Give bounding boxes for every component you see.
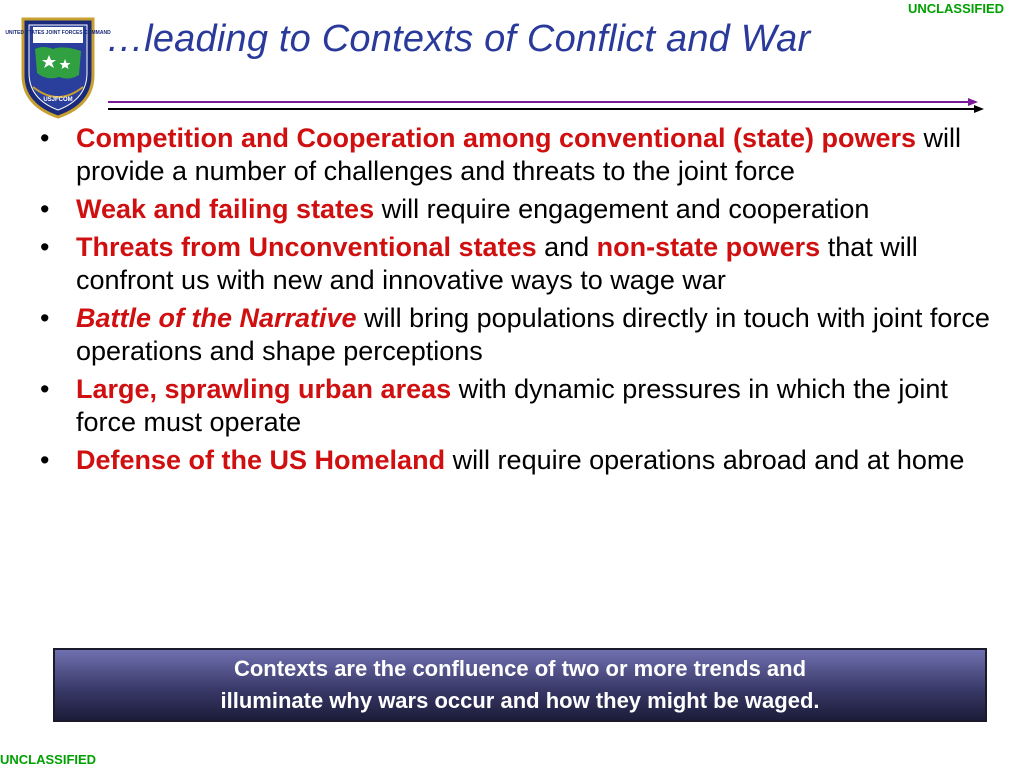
bullet-item <box>36 302 1002 368</box>
bullet-text: and <box>536 232 597 262</box>
seal-text-top: UNITED STATES JOINT FORCES COMMAND <box>5 30 111 36</box>
classification-marking-bottom: UNCLASSIFIED <box>0 752 97 767</box>
usjfcom-seal-icon <box>5 15 111 119</box>
bullet-item <box>36 193 1002 226</box>
callout-box <box>53 648 987 722</box>
bullet-text: will bring populations directly in touch with joint force operations and shape perceptions <box>76 303 990 366</box>
bullet-emphasis: Weak and failing states <box>76 194 375 224</box>
bullet-item <box>36 373 1002 439</box>
bullet-dot-icon: • <box>40 374 50 404</box>
bullet-emphasis: Competition and Cooperation among conventional (state) powers <box>76 123 917 153</box>
bullet-text: will require engagement and cooperation <box>374 194 870 224</box>
bullet-emphasis: Defense of the US Homeland <box>76 445 446 475</box>
bullet-list <box>36 122 1002 482</box>
callout-line-1: Contexts are the confluence of two or more trends and <box>233 656 807 681</box>
classification-marking-top: UNCLASSIFIED <box>907 1 1004 16</box>
bullet-text: with dynamic pressures in which the joint force must operate <box>76 374 948 437</box>
bullet-item <box>36 122 1002 188</box>
bullet-dot-icon: • <box>40 232 50 262</box>
bullet-dot-icon: • <box>40 123 50 153</box>
bullet-emphasis: Threats from Unconventional states <box>76 232 537 262</box>
bullet-emphasis: non-state powers <box>596 232 821 262</box>
bullet-text: will require operations abroad and at home <box>445 445 965 475</box>
bullet-emphasis: Battle of the Narrative <box>76 303 357 333</box>
callout-line-2: illuminate why wars occur and how they might be waged. <box>220 688 820 713</box>
bullet-text: will provide a number of challenges and threats to the joint force <box>76 123 962 186</box>
title-rule-arrow <box>108 97 984 117</box>
bullet-dot-icon: • <box>40 194 50 224</box>
seal-text-bottom: USJFCOM <box>43 97 73 103</box>
bullet-text: that will confront us with new and innovative ways to wage war <box>76 232 918 295</box>
slide-title: …leading to Contexts of Conflict and War <box>106 18 811 60</box>
bullet-dot-icon: • <box>40 445 50 475</box>
bullet-item <box>36 231 1002 297</box>
bullet-dot-icon: • <box>40 303 50 333</box>
bullet-emphasis: Large, sprawling urban areas <box>76 374 452 404</box>
bullet-item <box>36 444 1002 477</box>
